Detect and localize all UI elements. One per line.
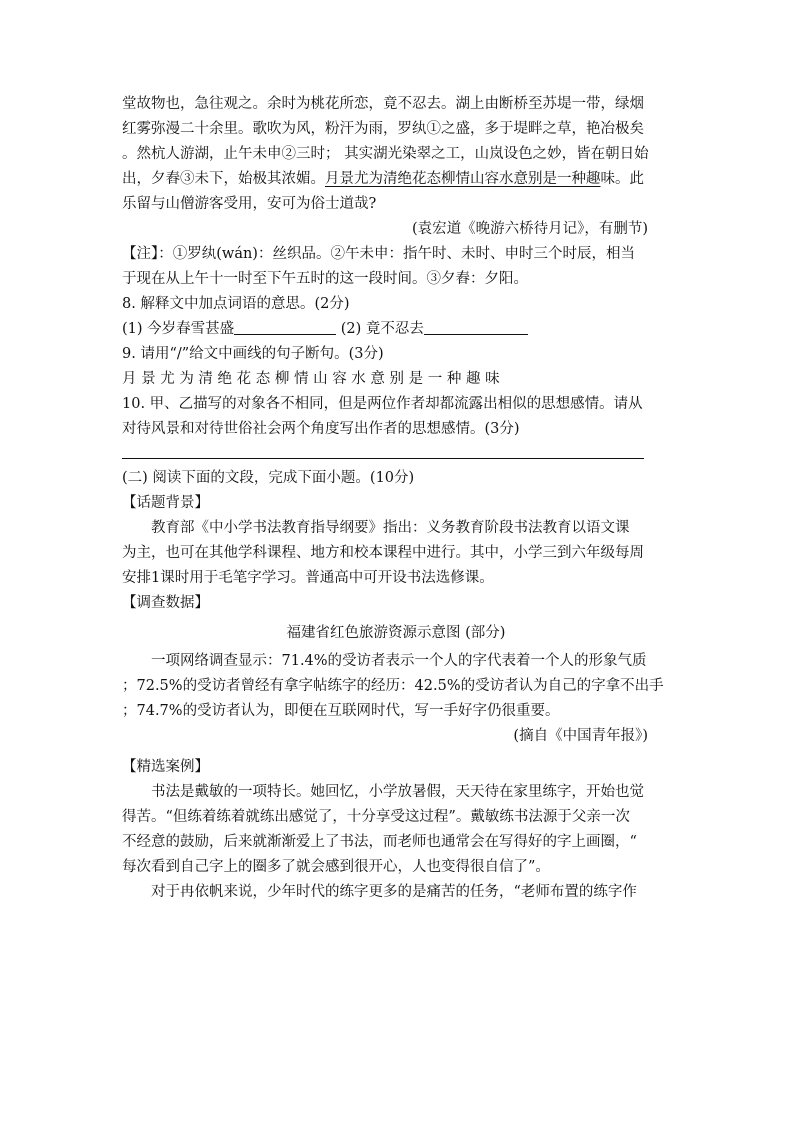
- bg-text: 安排1课时用于毛笔字学习。普通高中可开设书法选修课。: [122, 570, 494, 586]
- q8-item-2: (2) 竟不忍去: [340, 321, 424, 337]
- notes-line: 于现在从上午十一时至下午五时的这一段时间。③夕舂：夕阳。: [122, 271, 528, 287]
- passage-line: [122, 167, 670, 192]
- passage-text: 出，夕舂③未下，始极其浓媚。: [122, 171, 325, 187]
- question-9-sentence: 月 景 尤 为 清 绝 花 态 柳 情 山 容 水 意 别 是 一 种 趣 味: [122, 371, 500, 387]
- bg-text: 为主，也可在其他学科课程、地方和校本课程中进行。其中，小学三到六年级每周: [122, 545, 644, 561]
- passage-text: 味。此: [600, 171, 644, 187]
- notes-line: 【注】：①罗纨(wán)：丝织品。②午未申：指午时、未时、申时三个时辰，相当: [122, 246, 635, 262]
- data-text: 一项网络调查显示：71.4%的受访者表示一个人的字代表着一个人的形象气质: [151, 653, 647, 669]
- answer-blank[interactable]: [424, 320, 528, 335]
- case-text: 每次看到自己字上的圈多了就会感到很开心，人也变得很自信了”。: [122, 859, 550, 875]
- question-8-items: [122, 317, 670, 342]
- data-title: 【调查数据】: [122, 595, 209, 611]
- passage-line: 红雾弥漫二十余里。歌吹为风，粉汗为雨，罗纨①之盛，多于堤畔之草，艳冶极矣: [122, 121, 644, 137]
- question-10: 对待风景和对待世俗社会两个角度写出作者的思想感情。(3分): [122, 421, 520, 437]
- bg-text: 教育部《中小学书法教育指导纲要》指出：义务教育阶段书法教育以语文课: [151, 520, 630, 536]
- case-text: 不经意的鼓励，后来就渐渐爱上了书法，而老师也通常会在写得好的字上画圈，“: [122, 834, 637, 850]
- map-caption: 福建省红色旅游资源示意图 (部分): [286, 625, 506, 641]
- data-text: ；74.7%的受访者认为，即便在互联网时代，写一手好字仍很重要。: [122, 703, 560, 719]
- answer-line[interactable]: [122, 446, 644, 459]
- q8-item-1: (1) 今岁春雪甚盛: [122, 321, 235, 337]
- passage-line: 。然杭人游湖，止午未申②三时； 其实湖光染翠之工，山岚设色之妙，皆在朝日始: [122, 146, 649, 162]
- case-title: 【精选案例】: [122, 759, 209, 775]
- bg-title: 【话题背景】: [122, 495, 209, 511]
- data-text: ；72.5%的受访者曾经有拿字帖练字的经历：42.5%的受访者认为自己的字拿不出手: [122, 678, 664, 694]
- question-10: 10. 甲、乙描写的对象各不相同，但是两位作者却都流露出相似的思想感情。请从: [122, 396, 643, 412]
- passage-line: 乐留与山僧游客受用，安可为俗士道哉?: [122, 196, 377, 212]
- case-text: 书法是戴敏的一项特长。她回忆，小学放暑假，天天待在家里练字，开始也觉: [151, 784, 644, 800]
- case-text: 对于冉依帆来说，少年时代的练字更多的是痛苦的任务，“老师布置的练字作: [151, 884, 637, 900]
- answer-blank[interactable]: [234, 320, 336, 335]
- case-text: 得苦。“但练着练着就练出感觉了，十分享受这过程”。戴敏练书法源于父亲一次: [122, 809, 630, 825]
- question-8: 8. 解释文中加点词语的意思。(2分): [122, 296, 350, 312]
- passage-source: (袁宏道《晚游六桥待月记》，有删节): [411, 221, 648, 237]
- document-page: [122, 92, 670, 905]
- section-heading: (二) 阅读下面的文段，完成下面小题。(10分): [122, 470, 415, 486]
- underlined-sentence: 月景尤为清绝花态柳情山容水意别是一种趣: [325, 171, 601, 187]
- question-9: 9. 请用“/”给文中画线的句子断句。(3分): [122, 346, 384, 362]
- data-source: (摘自《中国青年报》): [513, 728, 648, 744]
- passage-line: 堂故物也，急往观之。余时为桃花所恋，竟不忍去。湖上由断桥至苏堤一带，绿烟: [122, 96, 644, 112]
